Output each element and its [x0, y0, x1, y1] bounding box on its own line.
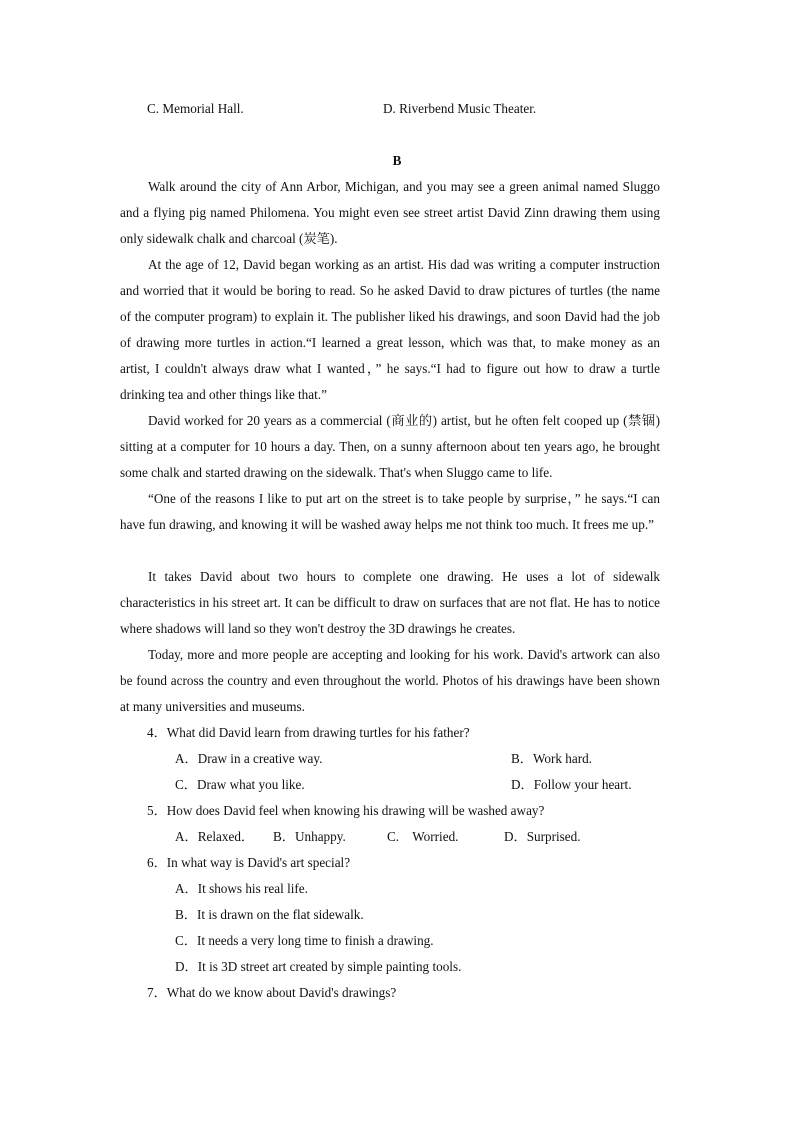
- question-4-option-d: D．Follow your heart.: [511, 777, 632, 792]
- question-5-option-a: A．Relaxed．: [175, 829, 255, 844]
- passage-paragraph-6: Today, more and more people are accepting and looking for his work. David's artwork can also be found across the country and even throughout the world. Photos of his drawings have been shown at many universities and museums.: [120, 647, 660, 714]
- question-5-stem: 5．How does David feel when knowing his drawing will be washed away?: [147, 803, 545, 818]
- question-5-option-d: D．Surprised.: [504, 829, 581, 844]
- question-6-option-c: C．It needs a very long time to finish a drawing.: [175, 933, 434, 948]
- question-7-stem: 7．What do we know about David's drawings?: [147, 985, 397, 1000]
- passage-paragraph-4: “One of the reasons I like to put art on the street is to take people by surprise，” he says.“I can have fun drawing, and knowing it will be washed away helps me not think too much. It frees me up.”: [120, 491, 660, 532]
- question-4-stem: 4．What did David learn from drawing turtles for his father?: [147, 725, 470, 740]
- option-c-memorial-hall: C. Memorial Hall.: [147, 101, 244, 116]
- question-5-option-c: C. Worried.: [387, 829, 459, 844]
- question-4-option-b: B．Work hard.: [511, 751, 592, 766]
- option-d-riverbend: D. Riverbend Music Theater.: [383, 101, 537, 116]
- question-4-option-c: C．Draw what you like.: [175, 777, 305, 792]
- question-6-stem: 6．In what way is David's art special?: [147, 855, 351, 870]
- passage-paragraph-5: It takes David about two hours to complete one drawing. He uses a lot of sidewalk characteristics in his street art. It can be difficult to draw on surfaces that are not flat. He has to notice where shadows will land so they won't destroy the 3D drawings he creates.: [120, 569, 660, 636]
- question-6-option-d: D．It is 3D street art created by simple painting tools.: [175, 959, 462, 974]
- question-4-option-a: A．Draw in a creative way.: [175, 751, 323, 766]
- passage-paragraph-2: At the age of 12, David began working as an artist. His dad was writing a computer instruction and worried that it would be boring to read. So he asked David to draw pictures of turtles (the name of the computer program) to explain it. The publisher liked his drawings, and soon David had the job of drawing more turtles in action.“I learned a great lesson, which was that, to make money as an artist, I couldn't always draw what I wanted，” he says.“I had to figure out how to draw a turtle drinking tea and other things like that.”: [120, 257, 660, 402]
- question-6-option-b: B．It is drawn on the flat sidewalk.: [175, 907, 364, 922]
- section-title: B: [392, 153, 402, 168]
- passage-paragraph-3: David worked for 20 years as a commercial (商业的) artist, but he often felt cooped up (禁锢) sitting at a computer for 10 hours a day. Then, on a sunny afternoon about ten years ago, he brought some chalk and started drawing on the sidewalk. That's when Sluggo came to life.: [120, 413, 660, 480]
- question-5-option-b: B．Unhappy.: [273, 829, 346, 844]
- question-6-option-a: A．It shows his real life.: [175, 881, 308, 896]
- passage-paragraph-1: Walk around the city of Ann Arbor, Michigan, and you may see a green animal named Sluggo and a flying pig named Philomena. You might even see street artist David Zinn drawing them using only sidewalk chalk and charcoal (炭笔).: [120, 179, 660, 246]
